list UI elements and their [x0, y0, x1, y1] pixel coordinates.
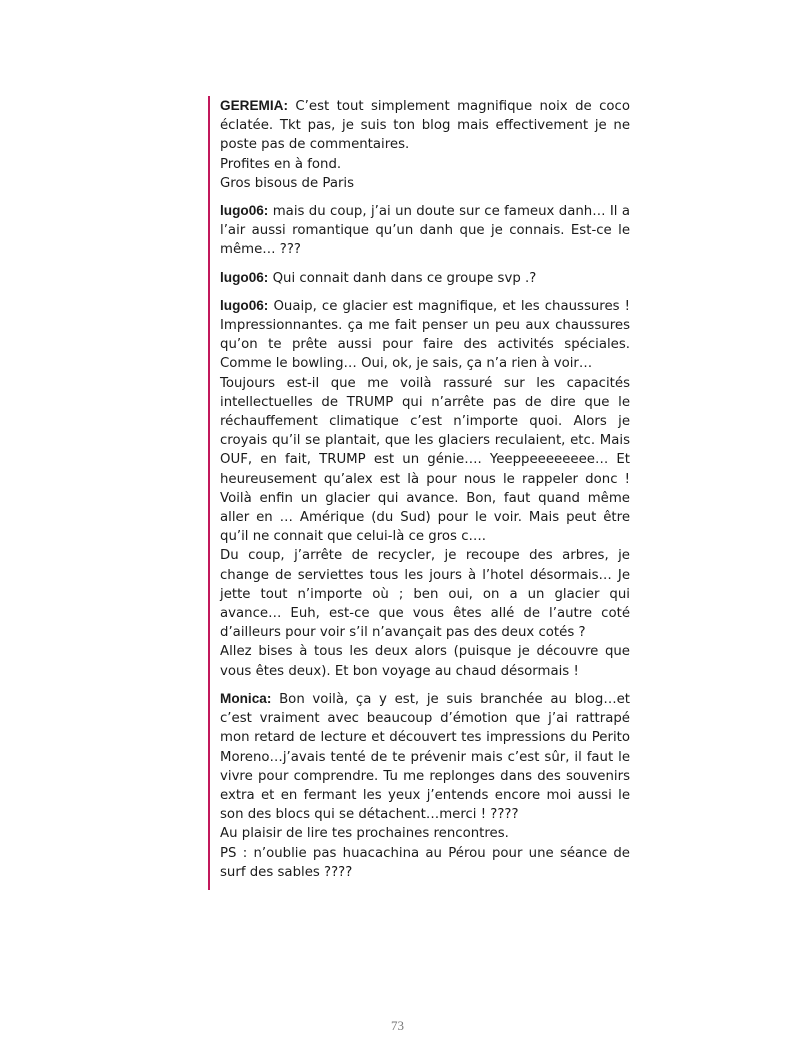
comment-text: Profites en à fond. [220, 156, 342, 172]
comment-lugo06-3 [220, 296, 630, 681]
comment-list [208, 96, 630, 890]
comment-text: Ouaip, ce glacier est magnifique, et les chaussures ! Impressionnantes. ça me fait penser un peu aux chaussures qu’on te prête aussi pour faire des activités spéciales. Comme le bowling… Oui, ok, je sais, ça n’a rien à voir… [220, 298, 630, 372]
comment-author: lugo06: [220, 297, 269, 313]
comment-geremia [220, 96, 630, 193]
comment-author: GEREMIA: [220, 98, 288, 113]
comment-lugo06-2 [220, 268, 630, 288]
comment-monica [220, 689, 630, 882]
comment-text: Gros bisous de Paris [220, 175, 355, 191]
comment-author: Monica: [220, 690, 272, 706]
comment-text: Allez bises à tous les deux alors (puisque je découvre que vous êtes deux). Et bon voyage au chaud désormais ! [220, 644, 630, 679]
page-number: 73 [391, 1018, 404, 1033]
comment-author: lugo06: [220, 203, 269, 219]
comment-text: C’est tout simplement magnifique noix de coco éclatée. Tkt pas, je suis ton blog mais effectivement je ne poste pas de commentaires. [220, 99, 630, 153]
comment-text: mais du coup, j’ai un doute sur ce fameux danh… Il a l’air aussi romantique qu’un danh que je connais. Est-ce le même… ??? [220, 204, 630, 258]
comment-text: Toujours est-il que me voilà rassuré sur les capacités intellectuelles de TRUMP qui n’arrête pas de dire que le réchauffement climatique c’est n’importe quoi. Alors je croyais qu’il se plantait, que les glaciers reculaient, etc. Mais OUF, en fait, TRUMP est un génie…. Yeeppeeeeeeee… Et heureusement qu’alex est là pour nous le rappeler donc ! Voilà enfin un glacier qui avance. Bon, faut quand même aller en … Amérique (du Sud) pour le voir. Mais peut être qu’il ne connait que celui-là ce gros c…. [220, 375, 630, 545]
comment-lugo06-1 [220, 201, 630, 260]
comment-author: lugo06: [220, 269, 269, 285]
comment-text: Bon voilà, ça y est, je suis branchée au blog…et c’est vraiment avec beaucoup d’émotion que j’ai rattrapé mon retard de lecture et découvert tes impressions du Perito Moreno…j’avais tenté de te prévenir mais c’est sûr, il faut le vivre pour comprendre. Tu me replonges dans des souvenirs extra et en fermant les yeux j’entends encore moi aussi le son des blocs qui se détachent…merci ! ???? [220, 691, 631, 823]
comment-text: Du coup, j’arrête de recycler, je recoupe des arbres, je change de serviettes tous les jours à l’hotel désormais… Je jette tout n’importe où ; ben oui, on a un glacier qui avance… Euh, est-ce que vous êtes allé de l’autre coté d’ailleurs pour voir s’il n’avançait pas des deux cotés ? [220, 548, 630, 641]
comment-text: PS : n’oublie pas huacachina au Pérou pour une séance de surf des sables ???? [220, 845, 630, 880]
comment-text: Qui connait danh dans ce groupe svp .? [272, 270, 537, 286]
comment-text: Au plaisir de lire tes prochaines rencontres. [220, 826, 509, 842]
